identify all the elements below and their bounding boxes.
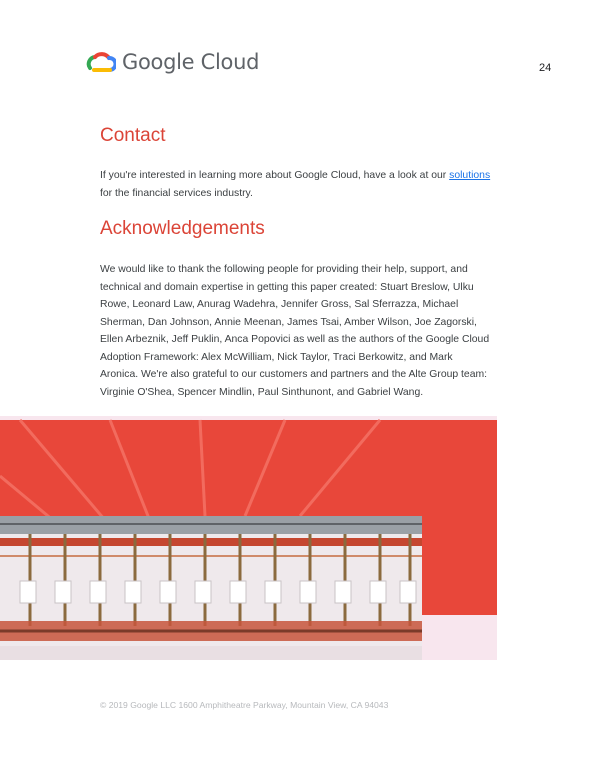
contact-paragraph <box>100 167 492 202</box>
contact-text-after: for the financial services industry. <box>100 187 253 199</box>
cloud-logo-icon <box>86 50 116 74</box>
footer-text: © 2019 Google LLC 1600 Amphitheatre Parkway, Mountain View, CA 94043 <box>100 700 389 710</box>
acknowledgements-paragraph: We would like to thank the following people for providing their help, support, and technical and domain expertise in getting this paper created: Stuart Breslow, Ulku Rowe, Leonard Law, Anurag Wadehra, Jennifer Gross, Sal Sferrazza, Michael Sherman, Dan Johnson, Annie Meenan, James Tsai, Amber Wilson, Joe Zagorski, Ellen Arbeznik, Jeff Puklin, Anca Popovici as well as the authors of the Google Cloud Adoption Framework: Alex McWilliam, Nick Taylor, Traci Berkowitz, and Mark Aronica. We're also grateful to our customers and partners and the Alte Group team: Virginie O'Shea, Spencer Mindlin, Paul Sinthunont, and Gabriel Wang. <box>100 264 490 398</box>
data-center-photo <box>0 416 497 660</box>
acknowledgements-heading: Acknowledgements <box>100 218 265 239</box>
logo-text: Google Cloud <box>122 50 260 74</box>
contact-heading: Contact <box>100 125 166 146</box>
contact-text-before: If you're interested in learning more about Google Cloud, have a look at our <box>100 170 450 181</box>
page-number: 24 <box>539 62 552 74</box>
google-cloud-logo <box>86 50 259 74</box>
solutions-link[interactable]: solutions <box>449 170 491 181</box>
